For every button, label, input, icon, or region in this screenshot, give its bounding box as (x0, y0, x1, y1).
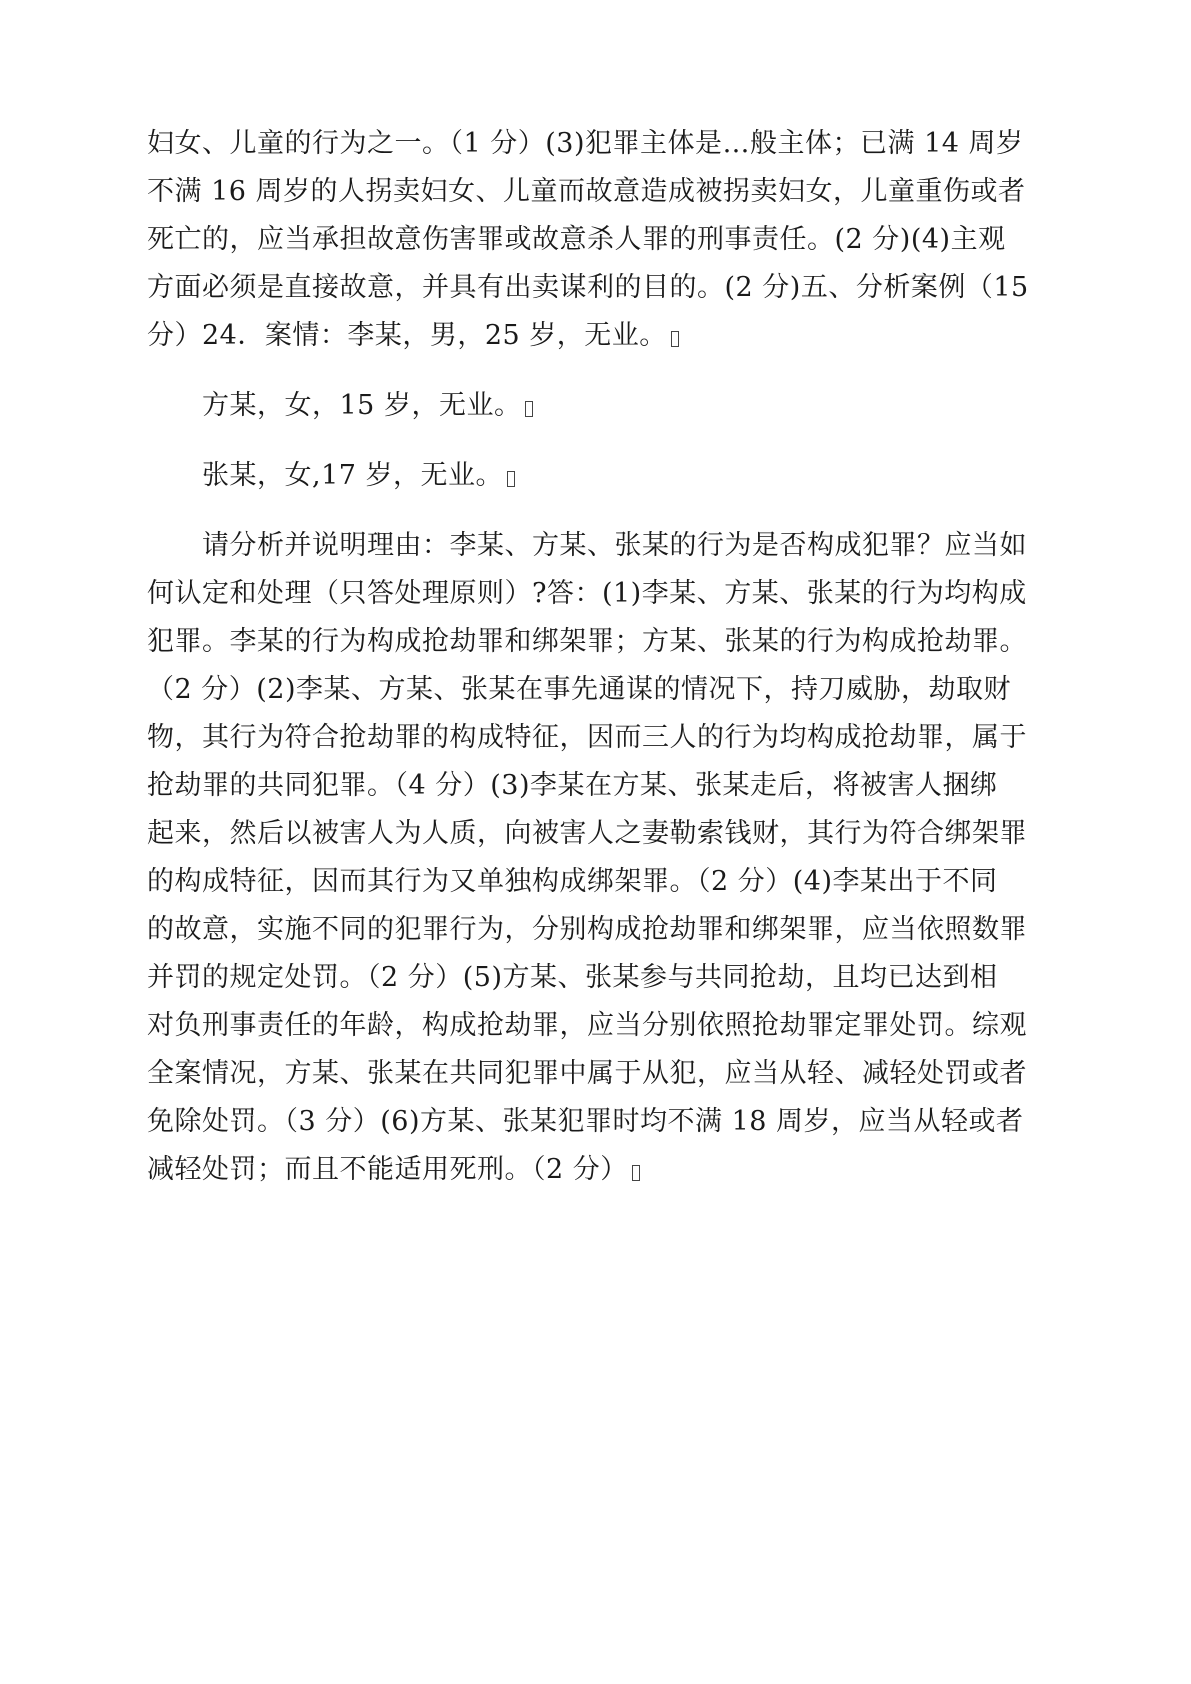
text-line: （2 分）(2)李某、方某、张某在事先通谋的情况下，持刀威胁，劫取财 (147, 674, 1012, 705)
text-line: 的故意，实施不同的犯罪行为，分别构成抢劫罪和绑架罪，应当依照数罪 (147, 914, 1027, 945)
text-line: 不满 16 周岁的人拐卖妇女、儿童而故意造成被拐卖妇女，儿童重伤或者 (147, 176, 1026, 207)
text-line: 抢劫罪的共同犯罪。（4 分）(3)李某在方某、张某走后，将被害人捆绑 (147, 770, 998, 801)
text-line: 全案情况，方某、张某在共同犯罪中属于从犯，应当从轻、减轻处罚或者 (147, 1058, 1027, 1089)
paragraph-gap (147, 436, 1047, 458)
paragraph-mark-icon (671, 331, 679, 347)
paragraph-mark-icon (525, 401, 533, 417)
paragraph-mark-icon (507, 471, 515, 487)
text-line: 犯罪。李某的行为构成抢劫罪和绑架罪；方某、张某的行为构成抢劫罪。 (147, 626, 1027, 657)
text-content: 张某，女,17 岁，无业。 (202, 460, 504, 491)
paragraph-gap (147, 506, 1047, 528)
text-line: 死亡的，应当承担故意伤害罪或故意杀人罪的刑事责任。(2 分)(4)主观 (147, 224, 1006, 255)
text-line: 何认定和处理（只答处理原则）?答：(1)李某、方某、张某的行为均构成 (147, 578, 1027, 609)
paragraph-4 (147, 528, 1047, 1188)
paragraph-1 (147, 126, 1047, 354)
text-line: 的构成特征，因而其行为又单独构成绑架罪。（2 分）(4)李某出于不同 (147, 866, 998, 897)
paragraph-mark-icon (632, 1165, 640, 1181)
text-line-last (147, 318, 1047, 354)
text-line-last (147, 1152, 1047, 1188)
paragraph-gap (147, 366, 1047, 388)
paragraph-3 (147, 458, 1047, 494)
text-line: 并罚的规定处罚。（2 分）(5)方某、张某参与共同抢劫，且均已达到相 (147, 962, 998, 993)
text-line: 方面必须是直接故意，并具有出卖谋利的目的。(2 分)五、分析案例（15 (147, 272, 1029, 303)
text-line: 起来，然后以被害人为人质，向被害人之妻勒索钱财，其行为符合绑架罪 (147, 818, 1027, 849)
document-page (147, 126, 1047, 1200)
text-line-last (147, 458, 1047, 494)
text-line-last (147, 388, 1047, 424)
text-content: 分）24．案情：李某，男，25 岁，无业。 (147, 320, 667, 351)
text-content: 方某，女，15 岁，无业。 (202, 390, 522, 421)
text-line: 妇女、儿童的行为之一。（1 分）(3)犯罪主体是…般主体；已满 14 周岁 (147, 128, 1024, 159)
text-line: 免除处罚。（3 分）(6)方某、张某犯罪时均不满 18 周岁，应当从轻或者 (147, 1106, 1024, 1137)
text-line: 对负刑事责任的年龄，构成抢劫罪，应当分别依照抢劫罪定罪处罚。综观 (147, 1010, 1027, 1041)
paragraph-2 (147, 388, 1047, 424)
text-content: 减轻处罚；而且不能适用死刑。（2 分） (147, 1154, 628, 1185)
text-line: 物，其行为符合抢劫罪的构成特征，因而三人的行为均构成抢劫罪，属于 (147, 722, 1027, 753)
text-line: 请分析并说明理由：李某、方某、张某的行为是否构成犯罪？应当如 (202, 530, 1027, 561)
